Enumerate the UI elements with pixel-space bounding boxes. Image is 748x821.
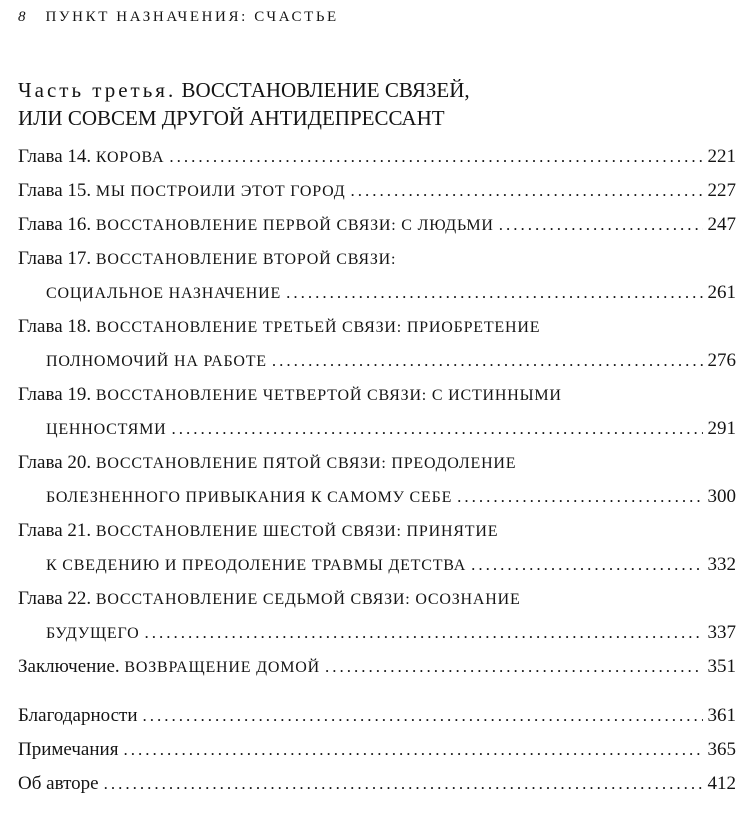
back-matter-label: Благодарности [18, 705, 138, 726]
chapter-title: ПОЛНОМОЧИЙ НА РАБОТЕ [46, 353, 267, 370]
toc-entry[interactable] [18, 514, 736, 582]
page-ref: 412 [707, 773, 736, 794]
book-title: ПУНКТ НАЗНАЧЕНИЯ: СЧАСТЬЕ [45, 9, 339, 25]
chapter-title: ВОССТАНОВЛЕНИЕ ВТОРОЙ СВЯЗИ: [95, 251, 397, 268]
toc-entry-line [18, 310, 736, 344]
chapter-label: Глава 15. [18, 180, 92, 201]
toc-entry[interactable] [18, 767, 736, 801]
toc-entry[interactable] [18, 582, 736, 650]
chapter-label: Глава 20. [18, 452, 92, 473]
page-ref: 276 [707, 350, 736, 371]
chapter-label: Глава 17. [18, 248, 92, 269]
chapter-title: ВОССТАНОВЛЕНИЕ ЧЕТВЕРТОЙ СВЯЗИ: С ИСТИННЫМИ [95, 387, 562, 404]
toc-entry[interactable] [18, 174, 736, 208]
chapter-label: Глава 21. [18, 520, 92, 541]
part-heading [18, 76, 470, 132]
toc-entry[interactable] [18, 140, 736, 174]
toc-entry-line [18, 514, 736, 548]
chapter-title: ЦЕННОСТЯМИ [46, 421, 167, 438]
chapter-title: МЫ ПОСТРОИЛИ ЭТОТ ГОРОД [95, 183, 346, 200]
part-title-line-1: ВОССТАНОВЛЕНИЕ СВЯЗЕЙ, [181, 78, 470, 102]
chapter-title: ВОССТАНОВЛЕНИЕ ТРЕТЬЕЙ СВЯЗИ: ПРИОБРЕТЕНИЕ [95, 319, 541, 336]
dot-leader [499, 208, 703, 242]
dot-leader [272, 344, 703, 378]
chapter-label: Глава 22. [18, 588, 92, 609]
chapter-title: ВОССТАНОВЛЕНИЕ ПЯТОЙ СВЯЗИ: ПРЕОДОЛЕНИЕ [95, 455, 517, 472]
chapter-title: СОЦИАЛЬНОЕ НАЗНАЧЕНИЕ [46, 285, 282, 302]
chapter-title: ВОЗВРАЩЕНИЕ ДОМОЙ [124, 659, 320, 676]
dot-leader [286, 276, 702, 310]
toc-entry-line [18, 650, 736, 684]
toc-entry-line [18, 174, 736, 208]
page-ref: 351 [707, 656, 736, 677]
toc-entry-line [18, 140, 736, 174]
page-ref: 247 [707, 214, 736, 235]
back-matter-label: Об авторе [18, 773, 99, 794]
back-matter-label: Примечания [18, 739, 119, 760]
toc-entry[interactable] [18, 446, 736, 514]
toc-entry-line [18, 733, 736, 767]
toc-entry[interactable] [18, 208, 736, 242]
toc-entry[interactable] [18, 310, 736, 378]
toc-entry-line [18, 616, 736, 650]
toc-entry-line [18, 344, 736, 378]
page-ref: 221 [707, 146, 736, 167]
dot-leader [145, 616, 703, 650]
chapter-label: Глава 18. [18, 316, 92, 337]
chapter-title: ВОССТАНОВЛЕНИЕ СЕДЬМОЙ СВЯЗИ: ОСОЗНАНИЕ [95, 591, 521, 608]
page-ref: 261 [707, 282, 736, 303]
page-ref: 300 [707, 486, 736, 507]
toc-entry-line [18, 242, 736, 276]
dot-leader [104, 767, 703, 801]
toc-entry-line [18, 446, 736, 480]
page-ref: 227 [707, 180, 736, 201]
toc-entry-line [18, 276, 736, 310]
toc-entry-line [18, 208, 736, 242]
page-number: 8 [18, 9, 26, 25]
chapter-label: Глава 19. [18, 384, 92, 405]
page-ref: 332 [707, 554, 736, 575]
dot-leader [325, 650, 703, 684]
chapter-label: Глава 14. [18, 146, 92, 167]
chapter-title: К СВЕДЕНИЮ И ПРЕОДОЛЕНИЕ ТРАВМЫ ДЕТСТВА [46, 557, 467, 574]
chapter-title: ВОССТАНОВЛЕНИЕ ПЕРВОЙ СВЯЗИ: С ЛЮДЬМИ [95, 217, 494, 234]
chapter-title: БУДУЩЕГО [46, 625, 140, 642]
toc-entry[interactable] [18, 699, 736, 733]
toc-entry-line [18, 480, 736, 514]
part-title-line-2: ИЛИ СОВСЕМ ДРУГОЙ АНТИДЕПРЕССАНТ [18, 106, 445, 130]
dot-leader [471, 548, 702, 582]
dot-leader [169, 140, 702, 174]
part-heading-line-1 [18, 76, 470, 104]
running-head [18, 9, 339, 26]
toc-entry-line [18, 699, 736, 733]
toc-entry-line [18, 548, 736, 582]
dot-leader [123, 733, 702, 767]
part-label: Часть третья. [18, 78, 177, 102]
toc-entry[interactable] [18, 650, 736, 684]
page-ref: 291 [707, 418, 736, 439]
dot-leader [350, 174, 702, 208]
toc-entry[interactable] [18, 378, 736, 446]
chapter-label: Глава 16. [18, 214, 92, 235]
toc-entry[interactable] [18, 733, 736, 767]
toc-entry-line [18, 767, 736, 801]
dot-leader [171, 412, 702, 446]
page-ref: 361 [707, 705, 736, 726]
page-ref: 365 [707, 739, 736, 760]
toc-entry-line [18, 412, 736, 446]
toc-entry[interactable] [18, 242, 736, 310]
chapter-title: КОРОВА [95, 149, 165, 166]
dot-leader [457, 480, 702, 514]
toc-entry-line [18, 582, 736, 616]
page-ref: 337 [707, 622, 736, 643]
chapter-title: ВОССТАНОВЛЕНИЕ ШЕСТОЙ СВЯЗИ: ПРИНЯТИЕ [95, 523, 499, 540]
chapter-title: БОЛЕЗНЕННОГО ПРИВЫКАНИЯ К САМОМУ СЕБЕ [46, 489, 453, 506]
toc-entry-line [18, 378, 736, 412]
table-of-contents [18, 140, 736, 801]
section-gap [18, 684, 736, 699]
chapter-label: Заключение. [18, 656, 120, 677]
dot-leader [143, 699, 703, 733]
